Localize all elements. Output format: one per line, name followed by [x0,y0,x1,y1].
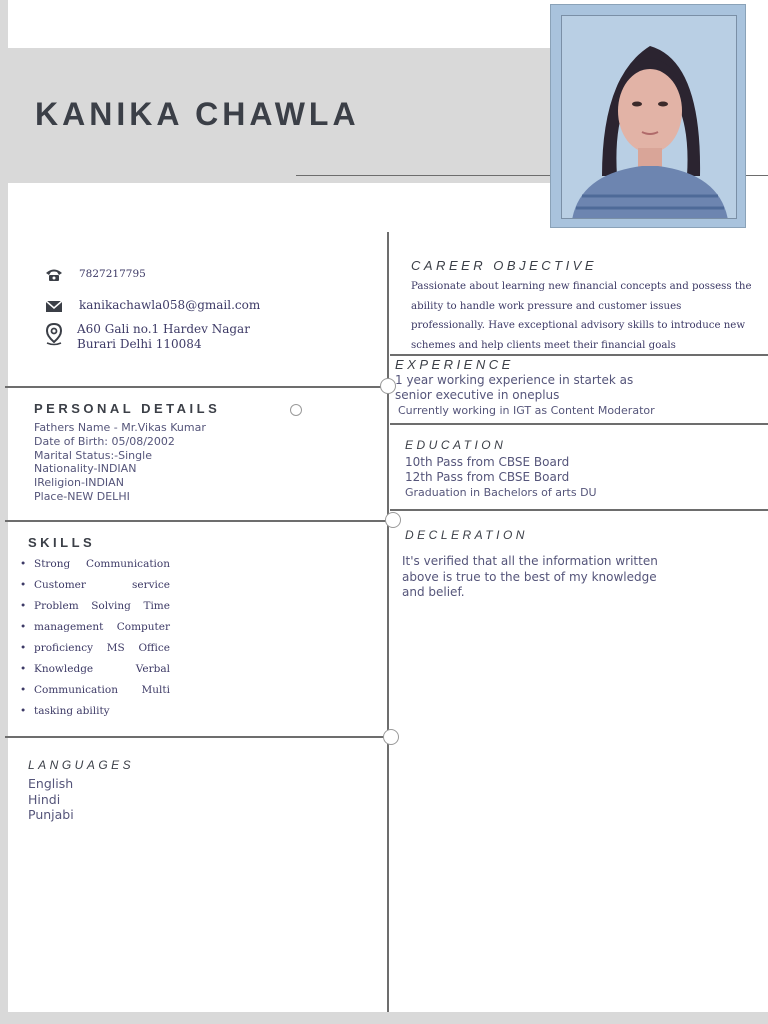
skill-word: MS [106,642,125,654]
personal-detail-line: Date of Birth: 05/08/2002 [34,434,175,448]
skill-word: Verbal [135,663,170,675]
career-line: professionally. Have exceptional advisory skills to introduce new [411,320,746,331]
language-item: English [28,776,74,791]
career-line: schemes and help clients meet their financial goals [411,339,676,351]
skill-word: tasking ability [34,705,110,717]
timeline-dot [385,512,401,528]
education-line: 12th Pass from CBSE Board [405,470,570,484]
skill-word: Strong [34,558,71,570]
skill-item: • proficiency MS Office [20,642,170,654]
skills-list [20,556,170,724]
skill-word: Solving [91,600,131,612]
skill-word: Knowledge [34,663,94,675]
portrait-illustration [562,16,737,219]
career-line: Passionate about learning new financial concepts and possess the [411,281,752,292]
address-line-1: A60 Gali no.1 Hardev Nagar [77,322,250,336]
personal-detail-line: IReligion-INDIAN [34,476,124,490]
experience-text [395,373,655,418]
education-text [405,455,597,500]
career-objective-heading: CAREER OBJECTIVE [411,258,598,273]
skill-word: management [34,621,104,633]
address-line-2: Burari Delhi 110084 [77,337,202,351]
personal-details-list [34,421,206,504]
phone-icon [44,267,64,283]
personal-details-heading: PERSONAL DETAILS [34,401,221,416]
profile-photo [550,4,746,228]
skill-item: • Strong Communication [20,558,170,570]
divider-education [390,423,768,425]
language-item: Punjabi [28,807,74,822]
skill-item: • Knowledge Verbal [20,663,170,675]
education-line: 10th Pass from CBSE Board [405,455,570,469]
personal-detail-line: Fathers Name - Mr.Vikas Kumar [34,421,206,434]
declaration-line: above is true to the best of my knowledge [402,569,657,584]
timeline-dot [380,378,396,394]
divider-personal [5,386,390,388]
skill-word: Time [143,600,170,612]
envelope-icon [44,298,64,314]
experience-line: 1 year working experience in startek as [395,373,634,387]
location-pin-icon [44,322,64,346]
skill-word: Communication [86,558,170,570]
skill-item: • Communication Multi [20,684,170,696]
experience-line: senior executive in oneplus [395,388,560,402]
declaration-line: It's verified that all the information written [402,554,658,568]
education-heading: EDUCATION [405,438,507,452]
language-item: Hindi [28,791,61,807]
email-address: kanikachawla058@gmail.com [79,298,261,312]
education-line: Graduation in Bachelors of arts DU [405,486,597,499]
skill-word: Problem [34,600,79,612]
skill-word: Multi [141,684,170,696]
photo-frame [561,15,737,219]
column-divider [387,232,389,1012]
skills-heading: SKILLS [28,535,96,550]
skill-word: proficiency [34,642,94,654]
phone-number: 7827217795 [79,268,146,280]
experience-line: Currently working in IGT as Content Moderator [398,404,655,417]
candidate-name: KANIKA CHAWLA [35,96,360,132]
timeline-dot [290,404,302,416]
declaration-text [402,554,682,601]
skill-word: service [131,579,170,591]
skill-word: Communication [34,684,118,696]
timeline-dot [383,729,399,745]
skill-item: • management Computer [20,621,170,633]
skill-word: Customer [34,579,86,591]
personal-detail-line: Nationality-INDIAN [34,462,137,476]
divider-skills [5,520,390,522]
skill-word: Computer [116,621,170,633]
career-line: ability to handle work pressure and customer issues [411,300,682,312]
declaration-line: and belief. [402,585,465,599]
skill-item: • Problem Solving Time [20,600,170,612]
experience-heading: EXPERIENCE [395,357,514,372]
skill-item: • Customer service [20,579,170,591]
divider-languages [5,736,390,738]
languages-list [28,776,74,823]
skill-word: Office [138,642,170,654]
personal-detail-line: Place-NEW DELHI [34,489,130,503]
personal-detail-line: Marital Status:-Single [34,448,152,462]
declaration-heading: DECLERATION [405,528,528,542]
languages-heading: LANGUAGES [28,758,135,772]
divider-declaration [390,509,768,511]
skill-item: • tasking ability [20,705,110,717]
career-objective-text [411,277,756,355]
